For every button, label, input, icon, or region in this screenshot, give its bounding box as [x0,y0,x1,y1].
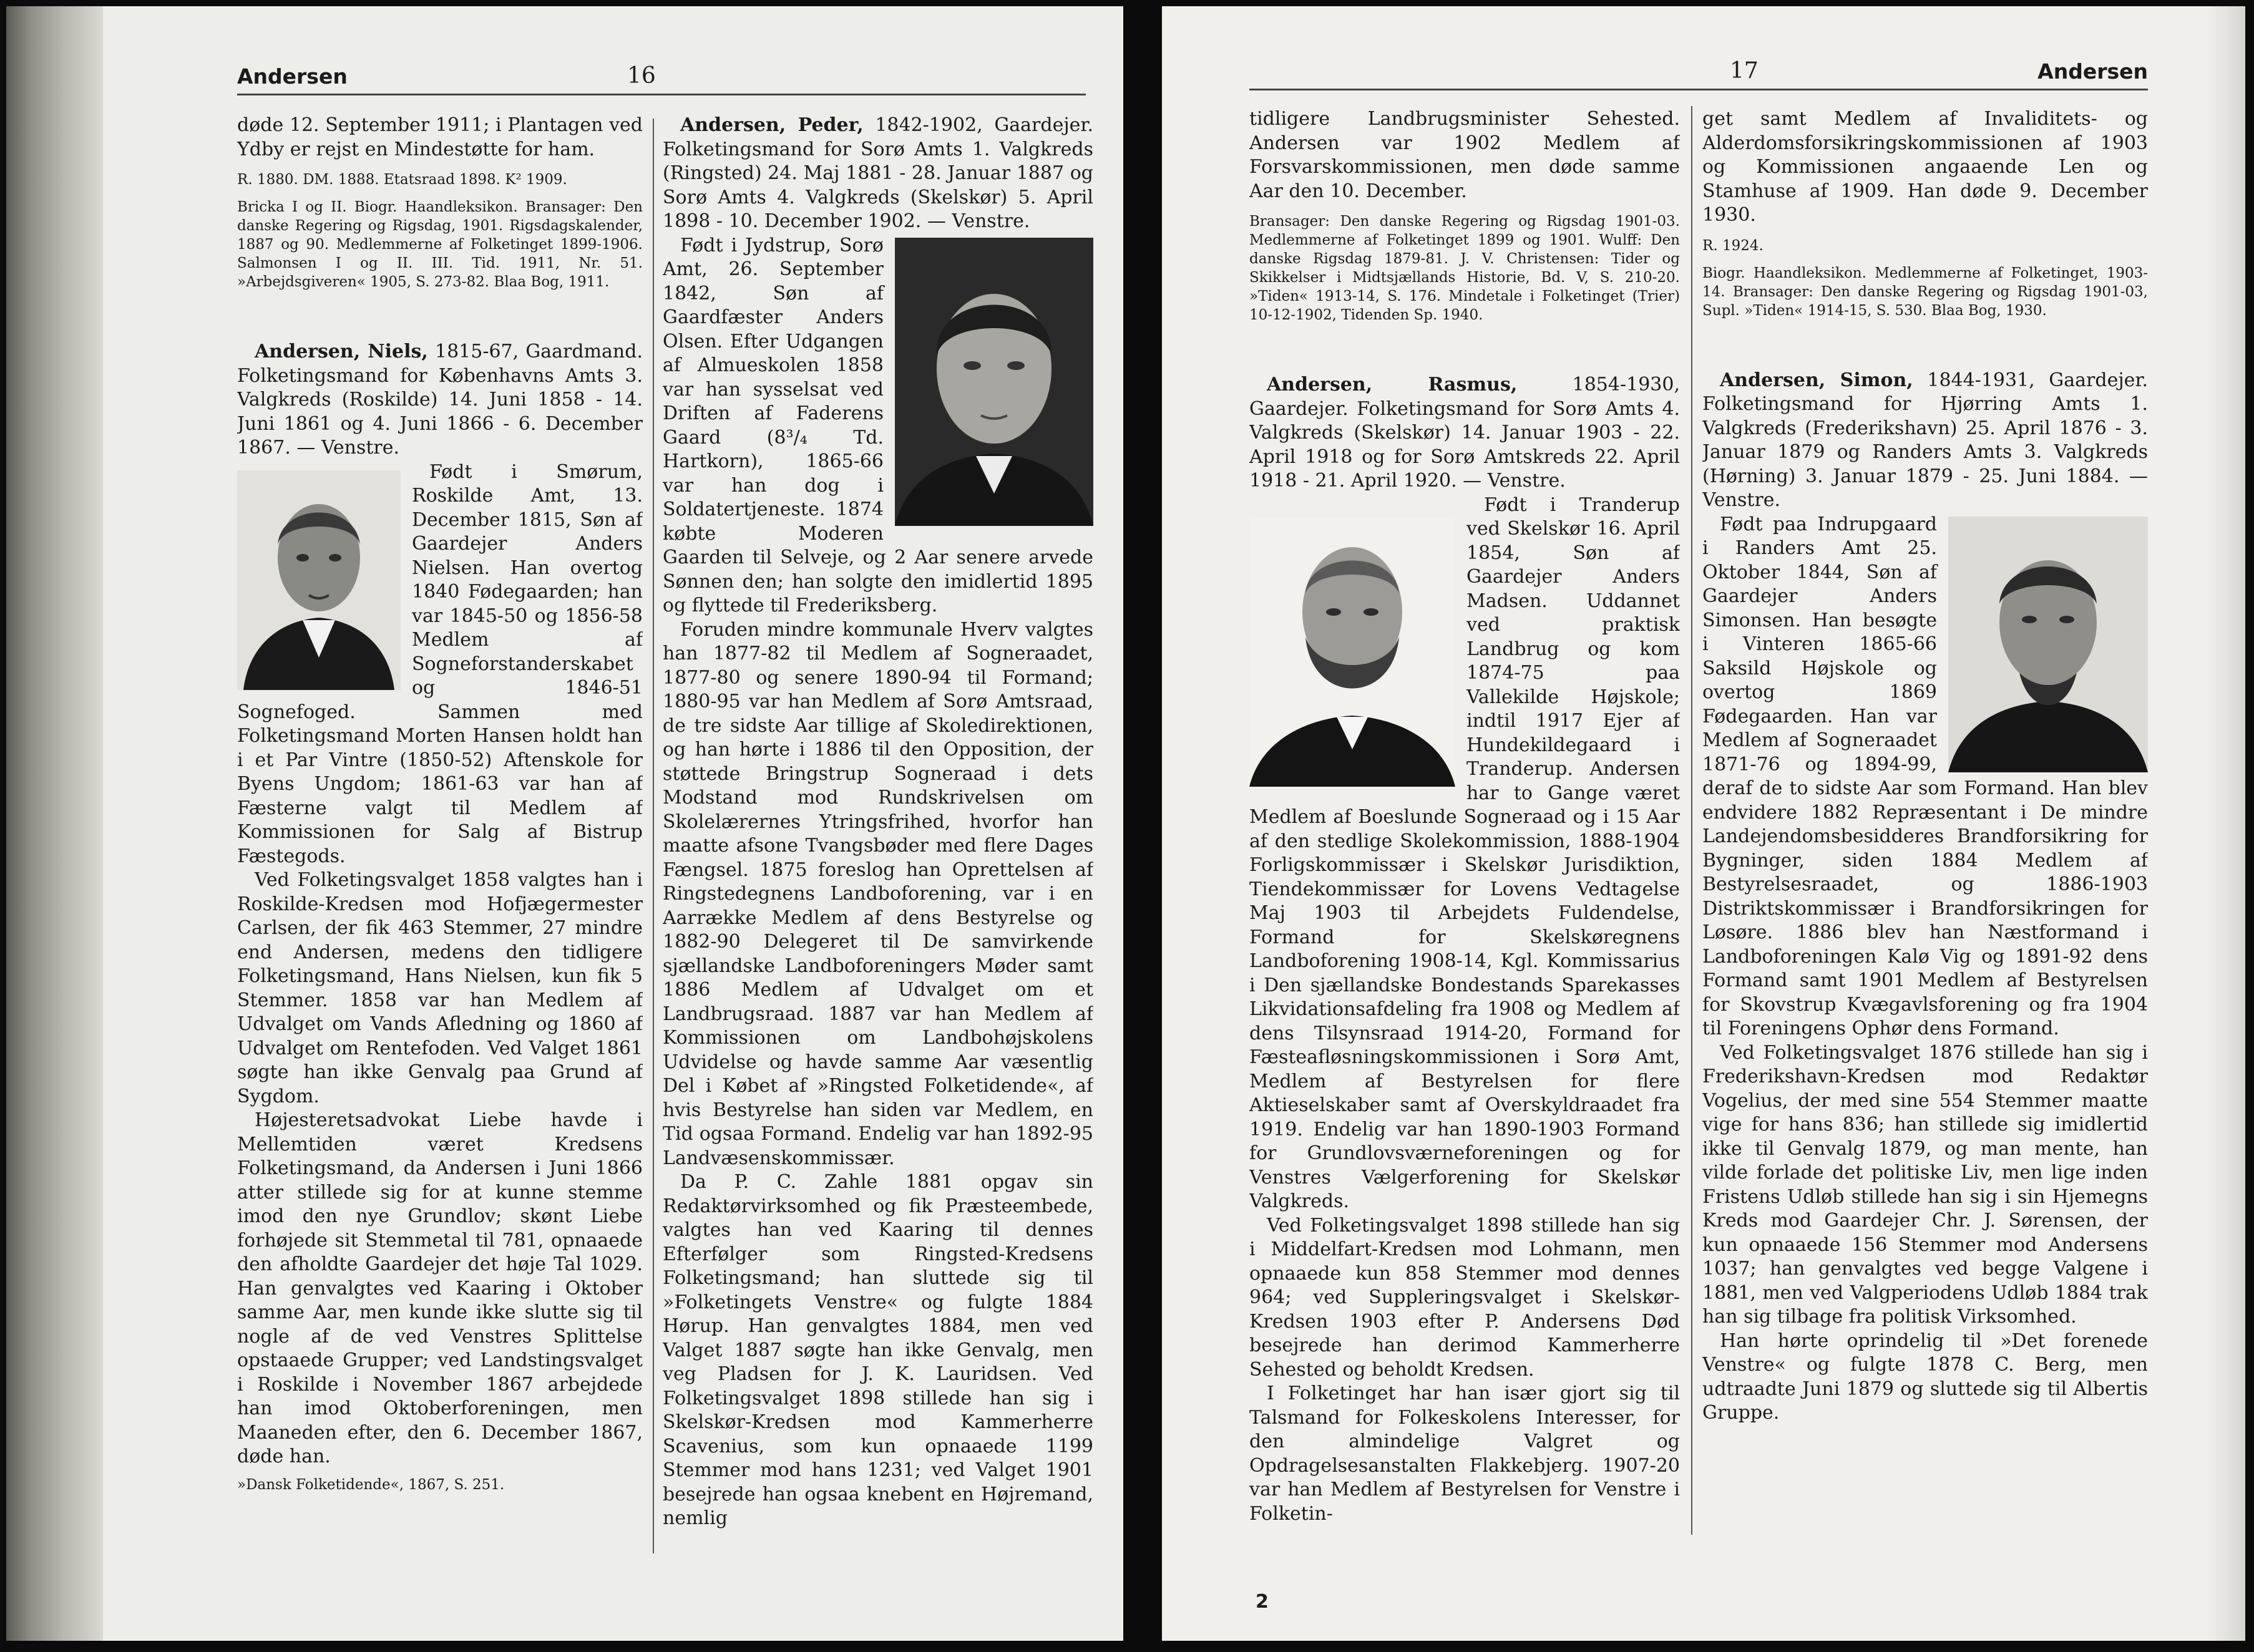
right-page [1162,6,2245,1641]
entry-niels-elections: Ved Folketingsvalget 1858 valgtes han i Roskilde-Kredsen mod Hofjægermester Carlsen, der fik 463 Stemmer, 27 mindre end Andersen, medens den tidligere Folketingsmand, Hans Nielsen, kun fik 5 Stemmer. 1858 var han Medlem af Udvalget om Vands Afledning og 1860 af Udvalget om Rentefoden. Ved Valget 1861 søgte han ikke Genvalg paa Grund af Sygdom. [237,869,643,1107]
left-page [6,6,1123,1641]
entry-peder-intro: Andersen, Peder, 1842-1902, Gaardejer. Folketingsmand for Sorø Amts 1. Valgkreds (Ringsted) 24. Maj 1881 - 28. Januar 1887 og Sorø Amts 4. Valgkreds (Skelskør) 5. April 1898 - 10. December 1902. — Venstre. [663,114,1093,232]
portrait-rasmus-andersen [1249,518,1455,787]
running-head-name: Andersen [237,64,348,89]
entry-rasmus-intro: Andersen, Rasmus, 1854-1930, Gaardejer. Folketingsmand for Sorø Amts 4. Valgkreds (Skelskør) 14. Januar 1903 - 22. April 1918 og for Sorø Amtskreds 22. April 1918 - 21. April 1920. — Venstre. [1249,374,1680,492]
entry-rasmus-honours: R. 1924. [1702,237,1764,254]
entry-rasmus-continuation: get samt Medlem af Invaliditets- og Alderdomsforsikringskommissionen af 1903 og Kommissionen angaaende Len og Stamhuse af 1909. Han døde 9. December 1930. [1702,108,2148,226]
running-head-name: Andersen [2037,59,2148,84]
entry-simon-elections: Ved Folketingsvalget 1876 stillede han sig i Frederikshavn-Kredsen mod Redaktør Vogelius, der med sine 554 Stemmer maatte vige for hans 836; han stillede sig imidlertid ikke til Genvalg 1879, og man mente, han vilde forlade det politiske Liv, men lige inden Fristens Udløb stillede han sig i sin Hjemegns Kreds mod Gaardejer Chr. J. Sørensen, der kun opnaaede 156 Stemmer mod Andersens 1037; han genvalgtes ved begge Valgene i 1881, men ved Valgperiodens Udløb 1884 trak han sig tilbage fra politisk Virksomhed. [1702,1041,2148,1328]
entry-peder-source: Bransager: Den danske Regering og Rigsdag 1901-03. Medlemmerne af Folketinget 1899 og 1901. Wulff: Den danske Rigsdag 1879-81. J. V. Christensen: Tider og Skikkelser i Midtsjællands Historie, Bd. V, S. 210-20. »Tiden« 1913-14, S. 176. Mindetale i Folketinget (Trier) 10-12-1902, Tidenden Sp. 1940. [1249,213,1680,323]
entry-niels-name: Andersen, Niels, [255,341,428,362]
portrait-niels-andersen [237,470,401,690]
entry-peder-offices: Foruden mindre kommunale Hverv valgtes han 1877-82 til Medlem af Sogneraadet, 1877-80 og senere 1890-94 til Formand; 1880-95 var han Medlem af Sorø Amtsraad, de tre sidste Aar tillige af Skoledirektionen, og han hørte i 1886 til den Opposition, der støttede Bringstrup Sogneraad i dets Modstand mod Rundskrivelsen om Skolelærernes Ytringsfrihed, hvorfor han maatte afsone Tvangsbøder med flere Dages Fængsel. 1875 foreslog han Oprettelsen af Ringstedegnens Landboforening, var i en Aarrække Medlem af dens Bestyrelse og 1882-90 Delegeret til De samvirkende sjællandske Landboforeningers Møder samt 1886 Medlem af Udvalget om et Landbrugsraad. 1887 var han Medlem af Kommissionen om Landbohøjskolens Udvidelse og havde samme Aar væsentlig Del i Købet af »Ringsted Folketidende«, af hvis Bestyrelse han siden var Medlem, en Tid ogsaa Formand. Endelig var han 1892-95 Landvæsenskommissær. [663,618,1093,1169]
page-number: 16 [627,63,656,89]
right-column-1 [1249,107,1680,1542]
portrait-simon-andersen [1948,517,2148,772]
page-edge-shade [2208,6,2245,1641]
page-number: 17 [1730,58,1759,84]
entry-continuation: døde 12. September 1911; i Plantagen ved Ydby er rejst en Mindestøtte for ham. [237,114,643,160]
entry-simon-party: Han hørte oprindelig til »Det forenede Venstre« og fulgte 1878 C. Berg, men udtraadte Juni 1879 og sluttede sig til Albertis Gruppe. [1702,1329,2148,1424]
book-spine-edge [6,6,103,1641]
running-head-left [237,56,1086,95]
entry-peder-born: Født i Jydstrup, Sorø Amt, 26. September 1842, Søn af Gaardfæster Anders Olsen. Efter Udgangen af Almueskolen 1858 var han sysselsat ved Driften af Faderens Gaard (8³/₄ Td. Hartkorn), 1865-66 var han dog i Soldatertjeneste. 1874 købte Moderen Gaarden til Selveje, og 2 Aar senere arvede Sønnen den; han solgte den imidlertid 1895 og flyttede til Frederiksberg. [663,234,1093,616]
entry-niels-intro: Andersen, Niels, 1815-67, Gaardmand. Folketingsmand for Københavns Amts 3. Valgkreds (Roskilde) 14. Juni 1858 - 14. Juni 1861 og 4. Juni 1866 - 6. December 1867. — Venstre. [237,341,643,459]
entry-peder-elections: Da P. C. Zahle 1881 opgav sin Redaktørvirksomhed og fik Præsteembede, valgtes han ved Kaaring til dennes Efterfølger som Ringsted-Kredsens Folketingsmand; han sluttede sig til »Folketingets Venstre« og fulgte 1884 Hørup. Han genvalgtes 1884, men ved Valget 1887 søgte han ikke Genvalg, men veg Pladsen for J. K. Lauridsen. Ved Folketingsvalget 1898 stillede han sig i Skelskør-Kredsen mod Kammerherre Scavenius, som kun opnaaede 1199 Stemmer mod hans 1231; ved Valget 1901 besejrede han ogsaa knebent en Højremand, nemlig [663,1171,1093,1529]
honours-line: R. 1880. DM. 1888. Etatsraad 1898. K² 1909. [237,172,567,188]
portrait-figure-icon [237,470,401,690]
entry-niels-source: »Dansk Folketidende«, 1867, S. 251. [237,1476,505,1493]
entry-simon-born: Født paa Indrupgaard i Randers Amt 25. Oktober 1844, Søn af Gaardejer Anders Simonsen. Han besøgte i Vinteren 1865-66 Saksild Højskole og overtog 1869 Fødegaarden. Han var Medlem af Sogneraadet 1871-76 og 1894-99, deraf de to sidste Aar som Formand. Han blev endvidere 1882 Repræsentant i De mindre Landejendomsbesidderes Brandforsikring for Bygninger, siden 1884 Medlem af Bestyrelsesraadet, og 1886-1903 Distriktskommissær i Brandforsikringen for Løsøre. 1886 blev han Næstformand i Landboforeningen Kalø Vig og 1891-92 dens Formand samt 1901 Medlem af Bestyrelsen for Skovstrup Kvægavlsforening og fra 1904 til Foreningens Ophør dens Formand. [1702,513,2148,1039]
running-head-right [1249,51,2148,90]
signature-mark: 2 [1256,1591,1269,1613]
entry-rasmus-born: Født i Tranderup ved Skelskør 16. April 1854, Søn af Gaardejer Anders Madsen. Uddannet ved praktisk Landbrug og kom 1874-75 paa Vallekilde Højskole; indtil 1917 Ejer af Hundekildegaard i Tranderup. Andersen har to Gange været Medlem af Boeslunde Sogneraad og i 15 Aar af den stedlige Skolekommission, 1888-1904 Forligskommissær i Skelskør Jurisdiktion, Tiendekommissær for Lovens Vedtagelse Maj 1903 til Arbejdets Fuldendelse, Formand for Skelskøregnens Landboforening 1908-14, Kgl. Kommissarius i Den sjællandske Bondestands Sparekasses Likvidationsafdeling fra 1908 og Medlem af dens Tilsynsraad 1914-20, Formand for Fæsteafløsningskommissionen i Sorø Amt, Medlem af Bestyrelsen for flere Aktieselskaber samt af Overskyldraadet fra 1919. Endelig var han 1890-1903 Formand for Grundlovsværneforeningen og for Venstres Vælgerforening for Skelskør Valgkreds. [1249,493,1680,1212]
entry-simon-intro: Andersen, Simon, 1844-1931, Gaardejer. Folketingsmand for Hjørring Amts 1. Valgkreds (Frederikshavn) 25. April 1876 - 3. Januar 1879 og Randers Amts 3. Valgkreds (Hørning) 3. Januar 1879 - 25. Juni 1884. — Venstre. [1702,369,2148,511]
portrait-peder-andersen [895,238,1093,526]
sources-note: Bricka I og II. Biogr. Haandleksikon. Bransager: Den danske Regering og Rigsdag, 1901. Rigsdagskalender, 1887 og 90. Medlemmerne af Folketinget 1899-1906. Salmonsen I og II. III. Tid. 1911, Nr. 51. »Arbejdsgiveren« 1905, S. 273-82. Blaa Bog, 1911. [237,199,643,290]
entry-rasmus-folketing: I Folketinget har han især gjort sig til Talsmand for Folkeskolens Interesser, for den almindelige Valgret og Opdragelsesanstalten Flakkebjerg. 1907-20 var han Medlem af Bestyrelsen for Venstre i Folketin- [1249,1382,1680,1525]
entry-peder-name: Andersen, Peder, [680,114,864,136]
portrait-figure-icon [1249,518,1455,787]
entry-rasmus-name: Andersen, Rasmus, [1267,374,1518,396]
entry-niels-born: Født i Smørum, Roskilde Amt, 13. December 1815, Søn af Gaardejer Anders Nielsen. Han overtog 1840 Fødegaarden; han var 1845-50 og 1856-58 Medlem af Sogneforstanderskabet og 1846-51 Sognefoged. Sammen med Folketingsmand Morten Hansen holdt han i et Par Vintre (1850-52) Aftenskole for Byens Ungdom; 1861-63 var han af Fæsterne valgt til Medlem af Kommissionen for Salg af Bistrup Fæstegods. [237,460,643,867]
left-column-2 [663,114,1093,1567]
entry-simon-name: Andersen, Simon, [1720,369,1913,391]
entry-niels-later: Højesteretsadvokat Liebe havde i Mellemtiden været Kredsens Folketingsmand, da Andersen i Juni 1866 atter stillede sig for at kunne stemme imod den nye Grundlov; skønt Liebe forhøjede sit Stemmetal til 781, opnaaede den afholdte Gaardejer det høje Tal 1029. Han genvalgtes ved Kaaring i Oktober samme Aar, men kunde ikke slutte sig til nogle af de ved Venstres Splittelse opstaaede Grupper; ved Landstingsvalget i Roskilde i November 1867 arbejdede han imod Oktoberforeningen, men Maaneden efter, den 6. December 1867, døde han. [237,1109,643,1467]
left-column-1 [237,114,643,1567]
entry-rasmus-elections: Ved Folketingsvalget 1898 stillede han sig i Middelfart-Kredsen mod Lohmann, men opnaaede kun 858 Stemmer mod dennes 964; ved Suppleringsvalget i Skelskør-Kredsen 1903 efter P. Andersens Død besejrede han derimod Kammerherre Sehested og beholdt Kredsen. [1249,1214,1680,1381]
entry-peder-continuation: tidligere Landbrugsminister Sehested. Andersen var 1902 Medlem af Forsvarskommissionen, men døde samme Aar den 10. December. [1249,108,1680,202]
portrait-figure-icon [1948,517,2148,772]
portrait-figure-icon [895,238,1093,526]
column-divider [1691,106,1692,1535]
entry-rasmus-source: Biogr. Haandleksikon. Medlemmerne af Folketinget, 1903-14. Bransager: Den danske Regering og Rigsdag 1901-03, Supl. »Tiden« 1914-15, S. 530. Blaa Bog, 1930. [1702,265,2148,319]
right-column-2 [1702,107,2148,1542]
column-divider [653,119,654,1553]
